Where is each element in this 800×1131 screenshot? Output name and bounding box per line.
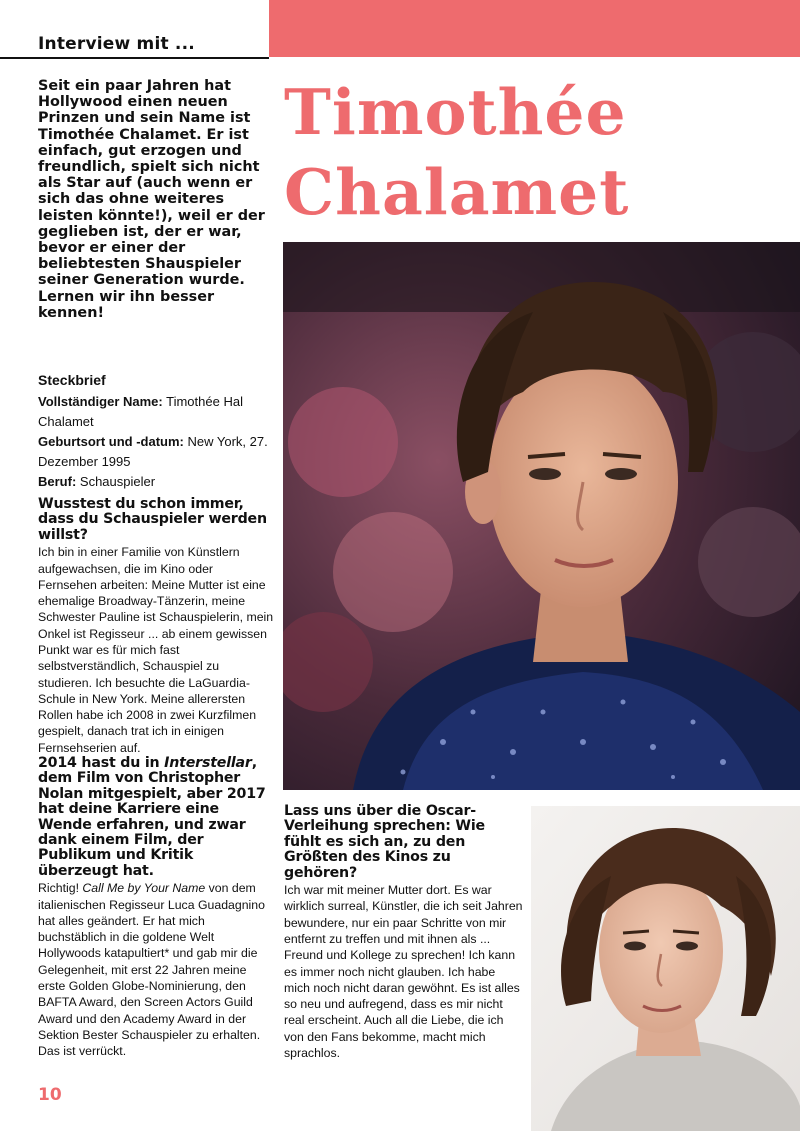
question-1: Wusstest du schon immer, dass du Schauspieler werden willst? [38,496,267,543]
fact-job-value: Schauspieler [79,474,156,489]
page-number: 10 [38,1085,62,1105]
title-line-2: Chalamet [284,155,630,229]
answer-2-pre: Richtig! [38,881,83,896]
fact-name-value: Timothée Hal Chalamet [38,394,243,429]
article-title [284,72,784,232]
fact-job-label: Beruf: [38,474,77,489]
fact-box [38,370,274,492]
answer-3: Ich war mit meiner Mutter dort. Es war wirklich surreal, Künstler, die ich seit Jahren bewundere, nur ein paar Schritte von mir entfernt zu treffen und mit ihnen als ... Freund und Kollege zu sprechen! Ich kann es immer noch nicht glauben. Ich habe mich noch nicht daran gewöhnt. Es ist alles so neu und aufregend, dass es mir nicht real erscheint. Auch all die Liebe, die ich von den Fans bekomme, macht mich sprachlos. [284,883,523,1060]
answer-2-film-title: Call Me by Your Name [82,881,206,896]
question-2-post: , dem Film von Christopher Nolan mitgespielt, aber 2017 hat deine Karriere eine Wende erfahren, und zwar dank einem Film, der Publikum und Kritik überzeugt hat. [38,755,266,879]
header-color-bar [269,0,800,57]
fact-name [38,392,274,432]
header-rule [0,57,269,59]
fact-birth-value: New York, 27. Dezember 1995 [38,434,268,469]
question-2 [38,756,274,879]
qa-block-2 [38,756,274,1060]
intro-paragraph: Seit ein paar Jahren hat Hollywood einen neuen Prinzen und sein Name ist Timothée Chalamet. Er ist einfach, gut erzogen und freundlich, spielt sich nicht als Star auf (auch wenn er sich das ohne weiteres leisten könnte!), weil er der geglieben ist, der er war, bevor er einer der beliebtesten Shauspieler seiner Generation wurde. Lernen wir ihn besser kennen! [38,78,265,321]
fact-birth [38,432,274,472]
answer-2-post: von dem italienischen Regisseur Luca Guadagnino hat alles geändert. Er hat mich buchstäblich in die goldene Welt Hollywoods katapultiert* und gab mir die Gelegenheit, mit erst 22 Jahren meine erste Golden Globe-Nominierung, den BAFTA Award, den Screen Actors Guild Award und den Academy Award in der Sektion Bester Schauspieler zu erhalten. Das ist verrückt. [38,881,265,1059]
qa-block-1 [38,497,274,756]
fact-name-label: Vollständiger Name: [38,394,163,409]
question-2-pre: 2014 hast du in [38,755,165,771]
question-2-film-title: Interstellar [164,755,252,771]
qa-block-3 [284,804,524,1061]
main-portrait-photo [283,242,800,790]
fact-job [38,472,274,492]
fact-birth-label: Geburtsort und -datum: [38,434,184,449]
section-kicker: Interview mit ... [38,34,195,54]
answer-1: Ich bin in einer Familie von Künstlern aufgewachsen, die im Kino oder Fernsehen arbeiten: Meine Mutter ist eine ehemalige Broadway-Tänzerin, meine Schwester Pauline ist Schauspielerin, mein Onkel ist Regisseur ... ab einem gewissen Punkt war es für mich fast selbstverständlich, Schauspiel zu studieren. Ich besuchte die LaGuardia-Schule in New York. Meine allerersten Rollen habe ich 2008 in zwei Kurzfilmen gespielt, danach trat ich in einigen Fernsehserien auf. [38,545,274,755]
fact-box-heading: Steckbrief [38,372,106,388]
secondary-portrait-photo [531,806,800,1131]
question-3: Lass uns über die Oscar-Verleihung sprechen: Wie fühlt es sich an, zu den Größten des Kinos zu gehören? [284,803,485,881]
answer-2 [38,880,274,1059]
title-line-1: Timothée [284,75,627,149]
